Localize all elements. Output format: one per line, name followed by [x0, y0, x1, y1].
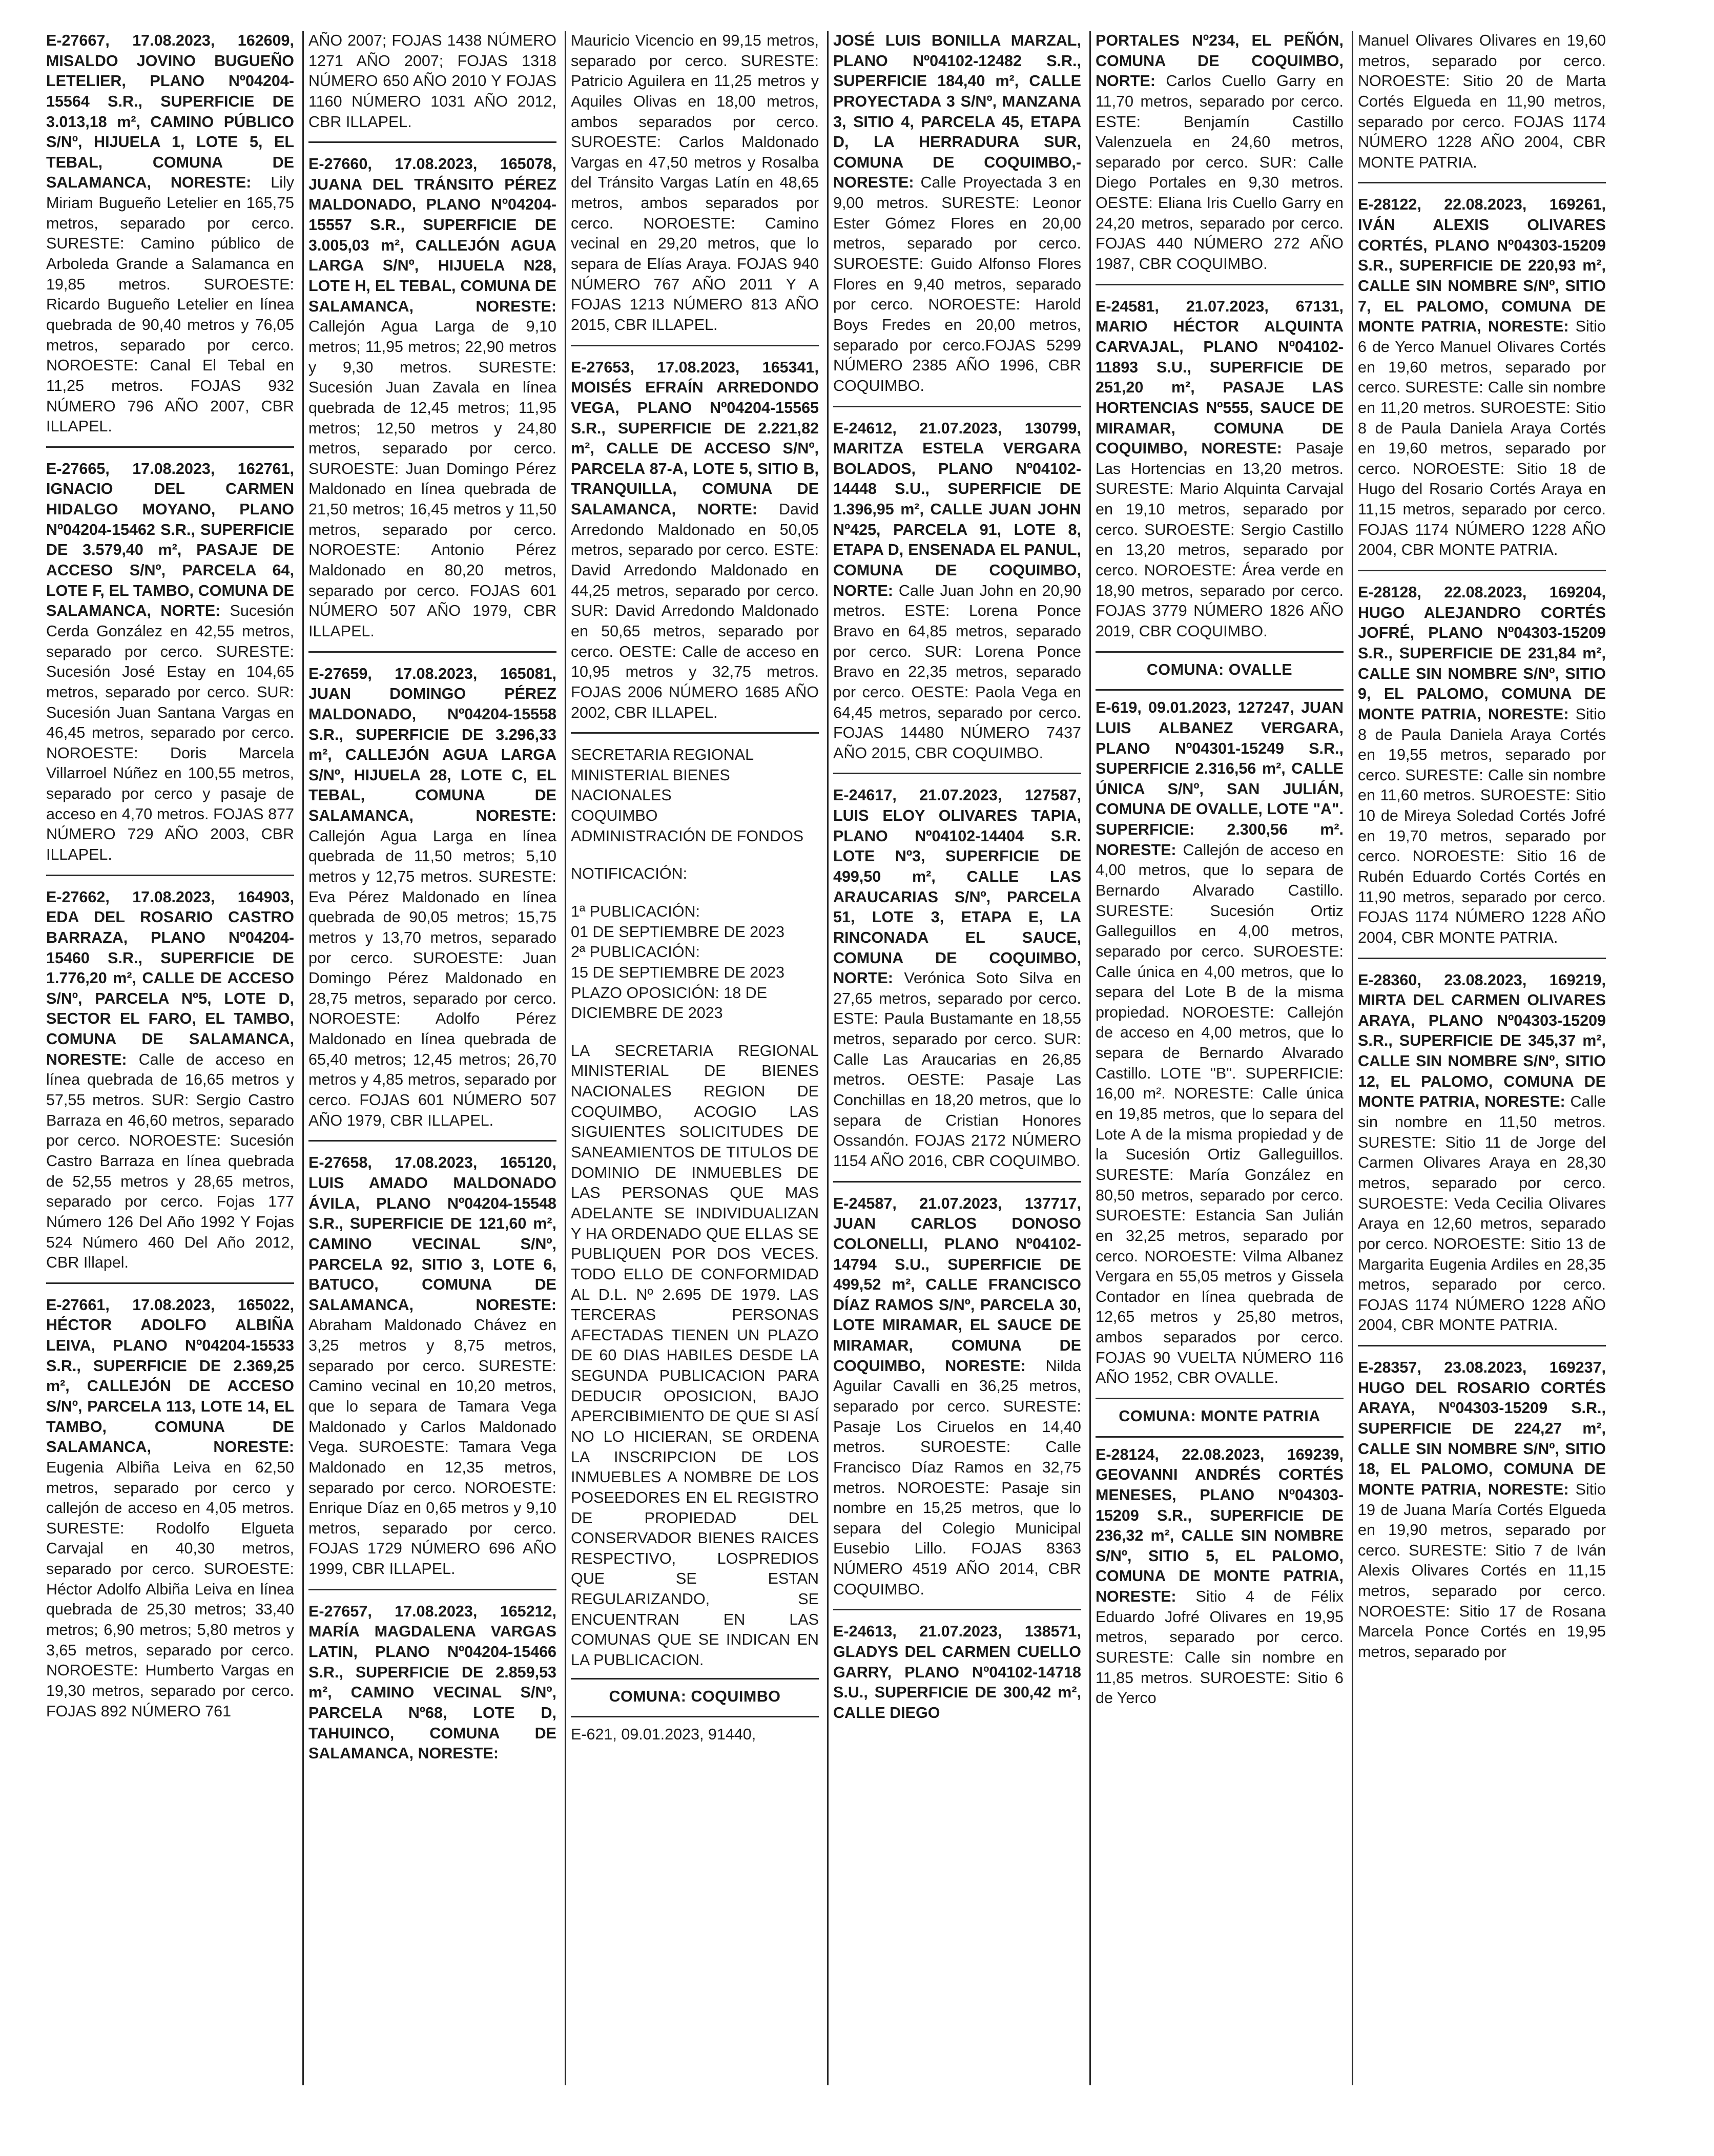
entry-heading: E-27661, 17.08.2023, 165022, HÉCTOR ADOLFO ALBIÑA LEIVA, PLANO Nº04204-15533 S.R., SUPERFICIE DE 2.369,25 m², CALLEJÓN DE ACCESO S/Nº, PARCELA 113, LOTE 14, EL TAMBO, COMUNA DE SALAMANCA, NORESTE:: [46, 1296, 294, 1456]
entry-heading: E-28122, 22.08.2023, 169261, IVÁN ALEXIS OLIVARES CORTÉS, PLANO Nº04303-15209 S.R., SUPERFICIE DE 220,93 m², CALLE SIN NOMBRE S/Nº, SITIO 7, EL PALOMO, COMUNA DE MONTE PATRIA, NORESTE:: [1358, 196, 1606, 336]
entry-heading: E-27658, 17.08.2023, 165120, LUIS AMADO MALDONADO ÁVILA, PLANO Nº04204-15548 S.R., SUPERFICIE DE 121,60 m², CAMINO VECINAL S/Nº, PARCELA 92, SITIO 3, LOTE 6, BATUCO, COMUNA DE SALAMANCA, NORESTE:: [308, 1154, 556, 1314]
section-separator: [1096, 1398, 1344, 1399]
column-divider: [827, 31, 829, 2085]
legal-notice-entry: [571, 1725, 819, 1745]
legal-notice-entry: [1358, 31, 1606, 173]
entry-body: Calle Juan John en 20,90 metros. ESTE: Lorena Ponce Bravo en 64,85 metros, separado por cerco. SUR: Lorena Ponce Bravo en 22,35 metros, separado por cerco. OESTE: Paola Vega en 64,45 metros, separado por cerco. FOJAS 14480 NÚMERO 7437 AÑO 2015, CBR COQUIMBO.: [833, 582, 1081, 762]
legal-notice-entry: [308, 1153, 556, 1579]
publication-date-line: 01 DE SEPTIEMBRE DE 2023: [571, 923, 785, 941]
entry-separator: [833, 773, 1081, 774]
entry-body: Callejón de acceso en 4,00 metros, que lo separa de Bernardo Alvarado Castillo. SURESTE: Sucesión Ortiz Galleguillos en 4,00 metros, separado por cerco. SUROESTE: Calle única en 4,00 metros, que lo separa del Lote B de la misma propiedad. NOROESTE: Callejón de acceso en 4,00 metros, que lo separa de Bernardo Alvarado Castillo. LOTE "B". SUPERFICIE: 16,00 m². NORESTE: Calle única en 19,85 metros, que lo separa del Lote A de la misma propiedad y de la Sucesión Ortiz Galleguillos. SURESTE: María González en 80,50 metros, separado por cerco. SUROESTE: Estancia San Julián en 32,25 metros, separado por cerco. NOROESTE: Vilma Albanez Vergara en 55,05 metros y Gissela Contador en línea quebrada de 12,65 metros y 25,80 metros, ambos separados por cerco. FOJAS 90 VUELTA NÚMERO 116 AÑO 1952, CBR OVALLE.: [1096, 841, 1344, 1387]
entry-separator: [833, 406, 1081, 407]
entry-separator: [46, 875, 294, 876]
text-column-4: [833, 31, 1081, 2085]
legal-notice-entry: [833, 31, 1081, 397]
entry-heading: E-27667, 17.08.2023, 162609, MISALDO JOVINO BUGUEÑO LETELIER, PLANO Nº04204-15564 S.R., SUPERFICIE DE 3.013,18 m², CAMINO PÚBLICO S/Nº, HIJUELA 1, LOTE 5, EL TEBAL, COMUNA DE SALAMANCA, NORESTE:: [46, 32, 294, 192]
legal-notice-entry: [46, 1295, 294, 1722]
entry-heading: E-27662, 17.08.2023, 164903, EDA DEL ROSARIO CASTRO BARRAZA, PLANO Nº04204-15460 S.R., SUPERFICIE DE 1.776,20 m², CALLE DE ACCESO S/Nº, PARCELA Nº5, LOTE D, SECTOR EL FARO, EL TAMBO, COMUNA DE SALAMANCA, NORESTE:: [46, 888, 294, 1068]
notice-header-line: COQUIMBO: [571, 807, 658, 825]
entry-separator: [46, 1282, 294, 1284]
entry-body: Sitio 4 de Félix Eduardo Jofré Olivares en 19,95 metros, separado por cerco. SURESTE: Calle sin nombre en 11,85 metros. SUROESTE: Sitio 6 de Yerco: [1096, 1588, 1344, 1707]
notice-gap: [571, 884, 819, 902]
entry-heading: E-28357, 23.08.2023, 169237, HUGO DEL ROSARIO CORTÉS ARAYA, Nº04303-15209 S.R., SUPERFICIE DE 224,27 m², CALLE SIN NOMBRE S/Nº, SITIO 18, EL PALOMO, COMUNA DE MONTE PATRIA, NORESTE:: [1358, 1359, 1606, 1498]
section-title: COMUNA: OVALLE: [1146, 660, 1293, 678]
entry-separator: [833, 1609, 1081, 1610]
notice-gap: [571, 846, 819, 864]
notice-header-line: SECRETARIA REGIONAL MINISTERIAL BIENES NACIONALES: [571, 746, 753, 804]
legal-notice-entry: [1358, 195, 1606, 561]
publication-date-line: 2ª PUBLICACIÓN:: [571, 943, 700, 961]
entry-body: Callejón Agua Larga de 9,10 metros; 11,95 metros; 22,90 metros y 9,30 metros. SURESTE: Sucesión Juan Zavala en línea quebrada de 12,45 metros; 11,95 metros; 12,50 metros y 24,80 metros, separado por cerco. SUROESTE: Juan Domingo Pérez Maldonado en línea quebrada de 21,50 metros; 16,45 metros y 11,50 metros, separado por cerco. NOROESTE: Antonio Pérez Maldonado en 80,20 metros, separado por cerco. FOJAS 601 NÚMERO 507 AÑO 1979, CBR ILLAPEL.: [308, 318, 556, 640]
entry-separator: [1096, 284, 1344, 285]
section-title: COMUNA: COQUIMBO: [609, 1687, 781, 1705]
entry-separator: [46, 446, 294, 448]
entry-body: Carlos Cuello Garry en 11,70 metros, separado por cerco. ESTE: Benjamín Castillo Valenzuela en 24,60 metros, separado por cerco. SUR: Calle Diego Portales en 9,30 metros. OESTE: Eliana Iris Cuello Garry en 24,20 metros, separado por cerco. FOJAS 440 NÚMERO 272 AÑO 1987, CBR COQUIMBO.: [1096, 72, 1344, 273]
entry-heading: E-28360, 23.08.2023, 169219, MIRTA DEL CARMEN OLIVARES ARAYA, PLANO Nº04303-15209 S.R., SUPERFICIE DE 345,37 m², CALLE SIN NOMBRE S/Nº, SITIO 12, EL PALOMO, COMUNA DE MONTE PATRIA, NORESTE:: [1358, 971, 1606, 1111]
legal-notice-entry: [1096, 31, 1344, 275]
notice-header-line: ADMINISTRACIÓN DE FONDOS: [571, 827, 804, 845]
entry-body: Mauricio Vicencio en 99,15 metros, separado por cerco. SURESTE: Patricio Aguilera en 11,25 metros y Aquiles Olivas en 18,00 metros, ambos separados por cerco. SUROESTE: Carlos Maldonado Vargas en 47,50 metros y Rosalba del Tránsito Vargas Latín en 48,65 metros, ambos separados por cerco. NOROESTE: Camino vecinal en 29,20 metros, que lo separa de Elías Araya. FOJAS 940 NÚMERO 767 AÑO 2011 Y A FOJAS 1213 NÚMERO 813 AÑO 2015, CBR ILLAPEL.: [571, 32, 819, 334]
legal-notice-entry: [46, 31, 294, 437]
section-separator: [571, 1678, 819, 1680]
entry-body: Manuel Olivares Olivares en 19,60 metros, separado por cerco. NOROESTE: Sitio 20 de Marta Cortés Elgueda en 11,90 metros, separado por cerco. FOJAS 1174 NÚMERO 1228 AÑO 2004, CBR MONTE PATRIA.: [1358, 32, 1606, 171]
publication-date-line: 15 DE SEPTIEMBRE DE 2023: [571, 963, 785, 981]
notice-label: NOTIFICACIÓN:: [571, 865, 688, 883]
legal-notice-entry: [1358, 970, 1606, 1336]
legal-notice-entry: [1096, 1445, 1344, 1709]
legal-notice-entry: [1358, 583, 1606, 948]
entry-body: Calle sin nombre en 11,50 metros. SURESTE: Sitio 11 de Jorge del Carmen Olivares Araya en 28,30 metros, separado por cerco. SUROESTE: Veda Cecilia Olivares Araya en 12,60 metros, separado por cerco. NOROESTE: Sitio 13 de Margarita Eugenia Ardiles en 28,35 metros, separado por cerco. FOJAS 1174 NÚMERO 1228 AÑO 2004, CBR MONTE PATRIA.: [1358, 1093, 1606, 1334]
column-divider: [1089, 31, 1091, 2085]
entry-body: Nilda Aguilar Cavalli en 36,25 metros, separado por cerco. SURESTE: Pasaje Los Ciruelos en 14,40 metros. SUROESTE: Calle Francisco Díaz Ramos en 32,75 metros. NOROESTE: Pasaje sin nombre en 15,25 metros, que lo separa del Colegio Municipal Eusebio Lillo. FOJAS 8363 NÚMERO 4519 AÑO 2014, CBR COQUIMBO.: [833, 1357, 1081, 1598]
entry-heading: E-619, 09.01.2023, 127247, JUAN LUIS ALBANEZ VERGARA, PLANO Nº04301-15249 S.R., SUPERFICIE 2.316,56 m², CALLE ÚNICA S/Nº, SAN JULIÁN, COMUNA DE OVALLE, LOTE "A". SUPERFICIE: 2.300,56 m². NORESTE:: [1096, 699, 1344, 859]
entry-body: AÑO 2007; FOJAS 1438 NÚMERO 1271 AÑO 2007; FOJAS 1318 NÚMERO 650 AÑO 2010 Y FOJAS 1160 NÚMERO 1031 AÑO 2012, CBR ILLAPEL.: [308, 32, 556, 131]
entry-heading: E-27653, 17.08.2023, 165341, MOISÉS EFRAÍN ARREDONDO VEGA, PLANO Nº04204-15565 S.R., SUPERFICIE DE 2.221,82 m², CALLE DE ACCESO S/Nº, PARCELA 87-A, LOTE 5, SITIO B, TRANQUILLA, COMUNA DE SALAMANCA, NORTE:: [571, 358, 819, 519]
text-column-3: [571, 31, 819, 2085]
entry-heading: E-24581, 21.07.2023, 67131, MARIO HÉCTOR ALQUINTA CARVAJAL, PLANO Nº04102-11893 S.U., SUPERFICIE DE 251,20 m², PASAJE LAS HORTENCIAS Nº555, SAUCE DE MIRAMAR, COMUNA DE COQUIMBO, NORESTE:: [1096, 297, 1344, 458]
legal-notice-entry: [308, 1602, 556, 1764]
legal-notice-entry: [308, 31, 556, 132]
entry-separator: [308, 141, 556, 143]
entry-heading: E-27657, 17.08.2023, 165212, MARÍA MAGDALENA VARGAS LATIN, PLANO Nº04204-15466 S.R., SUPERFICIE DE 2.859,53 m², CAMINO VECINAL S/Nº, PARCELA Nº68, LOTE D, TAHUINCO, COMUNA DE SALAMANCA, NORESTE:: [308, 1602, 556, 1763]
entry-separator: [1358, 1345, 1606, 1346]
column-divider: [302, 31, 304, 2085]
legal-notice-entry: [46, 887, 294, 1273]
entry-body: Sucesión Cerda González en 42,55 metros, separado por cerco. SURESTE: Sucesión José Estay en 104,65 metros, separado por cerco. SUR: Sucesión Juan Santana Vargas en 46,45 metros, separado por cerco. NOROESTE: Doris Marcela Villarroel Núñez en 100,55 metros, separado por cerco y pasaje de acceso en 4,70 metros. FOJAS 877 NÚMERO 729 AÑO 2003, CBR ILLAPEL.: [46, 602, 294, 863]
official-notice: [571, 745, 819, 1671]
legal-notice-entry: [833, 785, 1081, 1171]
column-divider: [565, 31, 566, 2085]
legal-notice-entry: [46, 459, 294, 865]
section-separator: [571, 1716, 819, 1717]
entry-body: Calle de acceso en línea quebrada de 16,65 metros y 57,55 metros. SUR: Sergio Castro Barraza en 46,60 metros, separado por cerco. NOROESTE: Sucesión Castro Barraza en línea quebrada de 52,55 metros y 28,65 metros, separado por cerco. Fojas 177 Número 126 Del Año 1992 Y Fojas 524 Número 460 Del Año 2012, CBR Illapel.: [46, 1050, 294, 1272]
section-title: COMUNA: MONTE PATRIA: [1119, 1407, 1320, 1425]
entry-separator: [1358, 182, 1606, 183]
entry-separator: [833, 1181, 1081, 1183]
section-separator: [1096, 1436, 1344, 1438]
entry-heading: PORTALES Nº234, EL PEÑÓN, COMUNA DE COQUIMBO, NORTE:: [1096, 32, 1344, 90]
entry-body: Verónica Soto Silva en 27,65 metros, separado por cerco. ESTE: Paula Bustamante en 18,55 metros, separado por cerco. SUR: Calle Las Araucarias en 26,85 metros. OESTE: Pasaje Las Conchillas en 18,20 metros, que lo separa de Cristian Honores Ossandón. FOJAS 2172 NÚMERO 1154 AÑO 2016, CBR COQUIMBO.: [833, 969, 1081, 1170]
legal-notice-entry: [308, 664, 556, 1131]
entry-separator: [308, 1589, 556, 1590]
entry-separator: [571, 345, 819, 346]
entry-heading: E-27660, 17.08.2023, 165078, JUANA DEL TRÁNSITO PÉREZ MALDONADO, PLANO Nº04204-15557 S.R., SUPERFICIE DE 3.005,03 m², CALLEJÓN AGUA LARGA S/Nº, HIJUELA N28, LOTE H, EL TEBAL, COMUNA DE SALAMANCA, NORESTE:: [308, 155, 556, 315]
notice-gap: [571, 1024, 819, 1041]
entry-body: Sitio 19 de Juana María Cortés Elgueda en 19,90 metros, separado por cerco. SURESTE: Sitio 7 de Iván Alexis Olivares Cortés en 11,15 metros, separado por cerco. NOROESTE: Sitio 17 de Rosana Marcela Ponce Cortés en 19,95 metros, separado por: [1358, 1480, 1606, 1661]
legal-notice-entry: [1096, 297, 1344, 642]
legal-notice-entry: [1096, 698, 1344, 1388]
entry-body: Pasaje Las Hortencias en 13,20 metros. SURESTE: Mario Alquinta Carvajal en 19,10 metros, separado por cerco. SUROESTE: Sergio Castillo en 13,20 metros, separado por cerco. NOROESTE: Área verde en 18,90 metros, separado por cerco. FOJAS 3779 NÚMERO 1826 AÑO 2019, CBR COQUIMBO.: [1096, 440, 1344, 640]
entry-heading: E-24587, 21.07.2023, 137717, JUAN CARLOS DONOSO COLONELLI, PLANO Nº04102-14794 S.U., SUPERFICIE DE 499,52 m², CALLE FRANCISCO DÍAZ RAMOS S/Nº, PARCELA 30, LOTE MIRAMAR, EL SAUCE DE MIRAMAR, COMUNA DE COQUIMBO, NORESTE:: [833, 1194, 1081, 1375]
legal-notice-entry: [833, 1194, 1081, 1600]
legal-notice-entry: [571, 358, 819, 723]
entry-heading: JOSÉ LUIS BONILLA MARZAL, PLANO Nº04102-12482 S.R., SUPERFICIE 184,40 m², CALLE PROYECTADA 3 S/Nº, MANZANA 3, SITIO 4, PARCELA 45, ETAPA D, LA HERRADURA SUR, COMUNA DE COQUIMBO,- NORESTE:: [833, 32, 1081, 192]
entry-body: David Arredondo Maldonado en 50,05 metros, separado por cerco. ESTE: David Arredondo Maldonado en 44,25 metros, separado por cerco. SUR: David Arredondo Maldonado en 50,65 metros, separado por cerco. OESTE: Calle de acceso en 10,95 metros y 32,75 metros. FOJAS 2006 NÚMERO 1685 AÑO 2002, CBR ILLAPEL.: [571, 501, 819, 721]
entry-heading: E-24617, 21.07.2023, 127587, LUIS ELOY OLIVARES TAPIA, PLANO Nº04102-14404 S.R. LOTE Nº3, SUPERFICIE DE 499,50 m², CALLE LAS ARAUCARIAS S/Nº, PARCELA 51, LOTE 3, ETAPA E, LA RINCONADA EL SAUCE, COMUNA DE COQUIMBO, NORTE:: [833, 786, 1081, 987]
entry-heading: E-28128, 22.08.2023, 169204, HUGO ALEJANDRO CORTÉS JOFRÉ, PLANO Nº04303-15209 S.R., SUPERFICIE DE 231,84 m², CALLE SIN NOMBRE S/Nº, SITIO 9, EL PALOMO, COMUNA DE MONTE PATRIA, NORESTE:: [1358, 584, 1606, 723]
text-column-5: [1096, 31, 1344, 2085]
entry-separator: [1358, 570, 1606, 571]
entry-heading: E-28124, 22.08.2023, 169239, GEOVANNI ANDRÉS CORTÉS MENESES, PLANO Nº04303-15209 S.R., SUPERFICIE DE 236,32 m², CALLE SIN NOMBRE S/Nº, SITIO 5, EL PALOMO, COMUNA DE MONTE PATRIA, NORESTE:: [1096, 1445, 1344, 1606]
entry-body: Lily Miriam Bugueño Letelier en 165,75 metros, separado por cerco. SURESTE: Camino público de Arboleda Grande a Salamanca en 19,85 metros. SUROESTE: Ricardo Bugueño Letelier en línea quebrada de 90,40 metros y 76,05 metros, separado por cerco. NOROESTE: Canal El Tebal en 11,25 metros. FOJAS 932 NÚMERO 796 AÑO 2007, CBR ILLAPEL.: [46, 174, 294, 436]
entry-heading: E-24613, 21.07.2023, 138571, GLADYS DEL CARMEN CUELLO GARRY, PLANO Nº04102-14718 S.U., SUPERFICIE DE 300,42 m², CALLE DIEGO: [833, 1623, 1081, 1722]
entry-separator: [571, 732, 819, 734]
legal-notice-entry: [1358, 1358, 1606, 1663]
entry-body: Abraham Maldonado Chávez en 3,25 metros y 8,75 metros, separado por cerco. SURESTE: Camino vecinal en 10,20 metros, que lo separa de Tamara Vega Maldonado y Carlos Maldonado Vega. SUROESTE: Tamara Vega Maldonado en 12,35 metros, separado por cerco. NOROESTE: Enrique Díaz en 0,65 metros y 9,10 metros, separado por cerco. FOJAS 1729 NÚMERO 696 AÑO 1999, CBR ILLAPEL.: [308, 1316, 556, 1578]
legal-notice-entry: [308, 154, 556, 641]
entry-body: E-621, 09.01.2023, 91440,: [571, 1726, 756, 1744]
text-column-2: [308, 31, 556, 2085]
notice-body: LA SECRETARIA REGIONAL MINISTERIAL DE BIENES NACIONALES REGION DE COQUIMBO, ACOGIO LAS SIGUIENTES SOLICITUDES DE SANEAMIENTOS DE TITULOS DE DOMINIO DE INMUEBLES DE LAS PERSONAS QUE MAS ADELANTE SE INDIVIDUALIZAN Y HA ORDENADO QUE ELLAS SE PUBLIQUEN POR DOS VECES. TODO ELLO DE CONFORMIDAD AL D.L. Nº 2.695 DE 1979. LAS TERCERAS PERSONAS AFECTADAS TIENEN UN PLAZO DE 60 DIAS HABILES DESDE LA SEGUNDA PUBLICACION PARA DEDUCIR OPOSICION, BAJO APERCIBIMIENTO DE QUE SI ASÍ NO LO HICIERAN, SE ORDENA LA INSCRIPCION DE LOS INMUEBLES A NOMBRE DE LOS POSEEDORES EN EL REGISTRO DE PROPIEDAD DEL CONSERVADOR BIENES RAICES RESPECTIVO, LOSPREDIOS QUE SE ESTAN REGULARIZANDO, SE ENCUENTRAN EN LAS COMUNAS QUE SE INDICAN EN LA PUBLICACION.: [571, 1042, 819, 1669]
text-column-1: [46, 31, 294, 2085]
entry-body: Sitio 6 de Yerco Manuel Olivares Cortés en 19,60 metros, separado por cerco. SURESTE: Calle sin nombre en 11,20 metros. SUROESTE: Sitio 8 de Paula Daniela Araya Cortés en 19,60 metros, separado por cerco. NOROESTE: Sitio 18 de Hugo del Rosario Cortés Araya en 11,15 metros, separado por cerco. FOJAS 1174 NÚMERO 1228 AÑO 2004, CBR MONTE PATRIA.: [1358, 318, 1606, 559]
entry-separator: [308, 1140, 556, 1142]
legal-notice-entry: [833, 1622, 1081, 1723]
entry-heading: E-24612, 21.07.2023, 130799, MARITZA ESTELA VERGARA BOLADOS, PLANO Nº04102-14448 S.U., SUPERFICIE DE 1.396,95 m², CALLE JUAN JOHN Nº425, PARCELA 91, LOTE 8, ETAPA D, ENSENADA EL PANUL, COMUNA DE COQUIMBO, NORTE:: [833, 419, 1081, 599]
section-separator: [1096, 689, 1344, 691]
entry-separator: [308, 651, 556, 653]
entry-body: Eugenia Albiña Leiva en 62,50 metros, separado por cerco y callejón de acceso en 4,05 metros. SURESTE: Rodolfo Elgueta Carvajal en 40,30 metros, separado por cerco. SUROESTE: Héctor Adolfo Albiña Leiva en línea quebrada de 25,30 metros; 33,40 metros; 6,90 metros; 5,80 metros y 3,65 metros, separado por cerco. NOROESTE: Humberto Vargas en 19,30 metros, separado por cerco. FOJAS 892 NÚMERO 761: [46, 1458, 294, 1720]
publication-date-line: 1ª PUBLICACIÓN:: [571, 902, 700, 920]
entry-body: Sitio 8 de Paula Daniela Araya Cortés en 19,55 metros, separado por cerco. SURESTE: Calle sin nombre en 11,60 metros. SUROESTE: Sitio 10 de Mireya Soledad Cortés Jofré en 19,70 metros, separado por cerco. NOROESTE: Sitio 16 de Rubén Eduardo Cortés Cortés en 11,90 metros, separado por cerco. FOJAS 1174 NÚMERO 1228 AÑO 2004, CBR MONTE PATRIA.: [1358, 705, 1606, 946]
legal-notice-entry: [571, 31, 819, 336]
entry-body: Callejón Agua Larga en línea quebrada de 11,50 metros; 5,10 metros y 12,75 metros. SURESTE: Eva Pérez Maldonado en línea quebrada de 90,05 metros; 15,75 metros y 13,70 metros, separado por cerco. SUROESTE: Juan Domingo Pérez Maldonado en 28,75 metros, separado por cerco. NOROESTE: Adolfo Pérez Maldonado en línea quebrada de 65,40 metros; 12,45 metros; 26,70 metros y 4,85 metros, separado por cerco. FOJAS 601 NÚMERO 507 AÑO 1979, CBR ILLAPEL.: [308, 827, 556, 1129]
legal-notice-entry: [833, 419, 1081, 764]
publication-date-line: PLAZO OPOSICIÓN: 18 DE DICIEMBRE DE 2023: [571, 984, 768, 1022]
entry-separator: [1358, 958, 1606, 959]
entry-body: Calle Proyectada 3 en 9,00 metros. SURESTE: Leonor Ester Gómez Flores en 20,00 metros, separado por cerco. SUROESTE: Guido Alfonso Flores Flores en 9,40 metros, separado por cerco. NOROESTE: Harold Boys Fredes en 20,00 metros, separado por cerco.FOJAS 5299 NÚMERO 2385 AÑO 1996, CBR COQUIMBO.: [833, 174, 1081, 395]
column-divider: [1352, 31, 1353, 2085]
section-separator: [1096, 651, 1344, 653]
text-column-6: [1358, 31, 1606, 2085]
entry-heading: E-27659, 17.08.2023, 165081, JUAN DOMINGO PÉREZ MALDONADO, Nº04204-15558 S.R., SUPERFICIE DE 3.296,33 m², CALLEJÓN AGUA LARGA S/Nº, HIJUELA 28, LOTE C, EL TEBAL, COMUNA DE SALAMANCA, NORESTE:: [308, 665, 556, 825]
entry-heading: E-27665, 17.08.2023, 162761, IGNACIO DEL CARMEN HIDALGO MOYANO, PLANO Nº04204-15462 S.R., SUPERFICIE DE 3.579,40 m², PASAJE DE ACCESO S/Nº, PARCELA 64, LOTE F, EL TAMBO, COMUNA DE SALAMANCA, NORTE:: [46, 460, 294, 620]
